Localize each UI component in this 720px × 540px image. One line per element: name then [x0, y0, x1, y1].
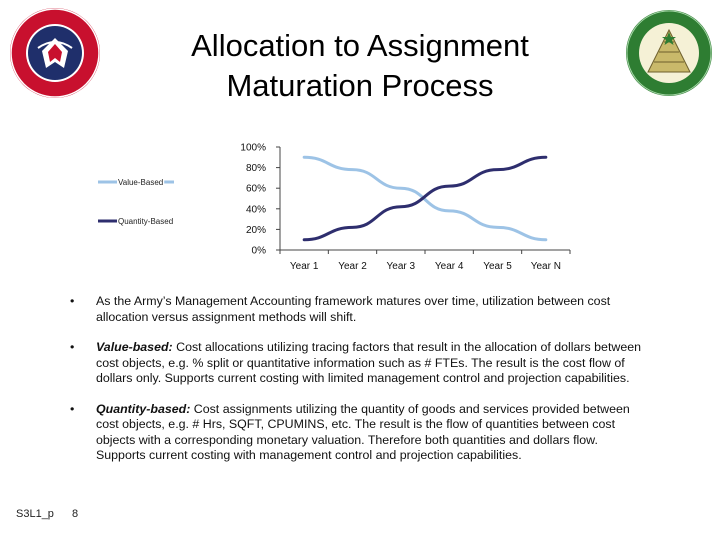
bullet-marker: •	[70, 340, 75, 354]
bullet-marker: •	[70, 294, 75, 308]
army-secretary-seal-icon	[8, 6, 102, 100]
x-tick-label: Year 1	[289, 261, 319, 272]
bullet-lead: Quantity-based:	[96, 401, 191, 416]
footer-slide-code: S3L1_p	[16, 508, 54, 520]
bullet-marker: •	[70, 401, 75, 416]
bullet-list	[70, 294, 650, 479]
x-tick-label: Year 5	[483, 261, 512, 272]
bullet-item-1	[70, 294, 650, 325]
y-tick-label: 60%	[245, 183, 266, 195]
y-tick-label: 0%	[251, 245, 266, 257]
bullet-text: Cost allocations utilizing tracing factors that result in the allocation of dollars between cost objects, e.g. % split or quantitative information such as # FTEs. The result is the cost flow of dollars only. Supports current costing with limited management control and projection capabilities.	[96, 340, 642, 385]
bullet-lead: Value-based:	[96, 340, 173, 354]
x-tick-label: Year 2	[338, 261, 367, 272]
footer-page-number: 8	[72, 508, 79, 520]
title-line-1: Allocation to Assignment	[191, 28, 529, 63]
legend-label: Value-Based	[118, 178, 164, 187]
bullet-text: Cost assignments utilizing the quantity of goods and services provided between cost objects, e.g. # Hrs, SQFT, CPUMINS, etc. The result is the flow of quantities between cost objects with a corresponding monetary valuation. Therefore both quantities and dollars flow. Supports current costing with management control and projection capabilities.	[96, 401, 630, 462]
allocation-chart	[0, 135, 720, 285]
bullet-item-3	[70, 402, 650, 464]
bullet-item-2	[70, 340, 650, 387]
y-tick-label: 80%	[245, 163, 266, 175]
x-tick-label: Year 3	[386, 261, 416, 272]
y-tick-label: 20%	[245, 224, 266, 236]
bullet-text: As the Army’s Management Accounting framework matures over time, utilization between cost allocation versus assignment methods will shift.	[96, 294, 611, 324]
y-tick-label: 100%	[240, 142, 266, 154]
legend-label: Quantity-Based	[118, 217, 174, 226]
x-tick-label: Year N	[530, 261, 561, 272]
slide-title	[100, 26, 620, 106]
army-financial-management-seal-icon	[624, 8, 714, 98]
x-tick-label: Year 4	[434, 261, 464, 272]
title-line-2: Maturation Process	[226, 68, 494, 103]
y-tick-label: 40%	[245, 204, 266, 216]
